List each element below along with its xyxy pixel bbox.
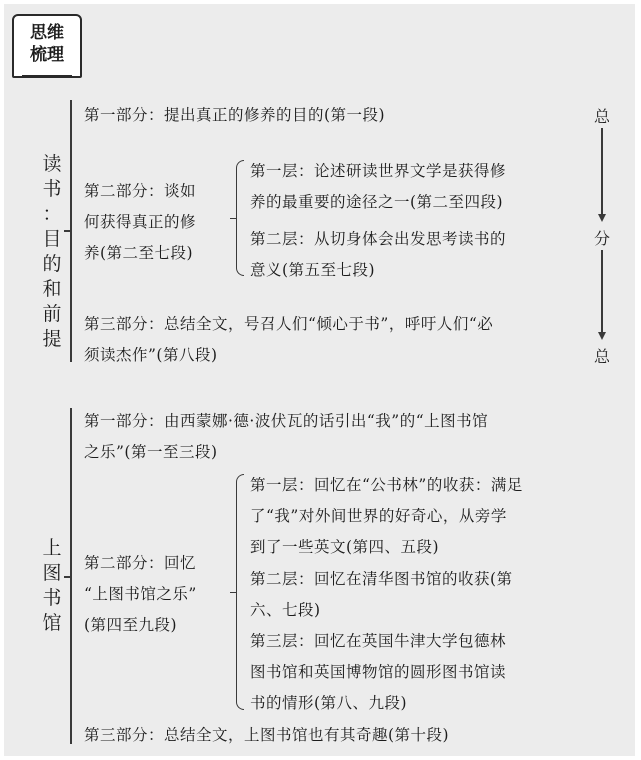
mind-map-panel [4, 4, 635, 756]
section1-bracket-tick [64, 230, 71, 232]
title-char: 提 [42, 328, 62, 350]
side-label-split: 分 [593, 229, 610, 248]
side-arrow-2-head-icon [598, 332, 606, 340]
title-char: 书 [42, 587, 62, 609]
title-char: 馆 [42, 612, 62, 634]
side-label-total-top: 总 [593, 107, 610, 126]
title-char: 前 [42, 303, 62, 325]
side-arrow-1-shaft [601, 128, 603, 216]
s1-part2-brace [236, 160, 244, 276]
badge-line-1: 思维 [30, 23, 64, 43]
s1-part2-layer2: 第二层：从切身体会出发思考读书的 意义(第五至七段) [250, 230, 507, 279]
side-label-total-bottom: 总 [593, 347, 610, 366]
title-char: ： [42, 203, 62, 225]
section2-title [40, 536, 64, 636]
s2-part2-layer2: 第二层：回忆在清华图书馆的收获(第 六、七段) [250, 570, 513, 619]
section-badge [12, 14, 82, 78]
side-arrow-1-head-icon [598, 214, 606, 222]
title-char: 书 [42, 178, 62, 200]
s2-part1: 第一部分：由西蒙娜·德·波伏瓦的话引出“我”的“上图书馆 之乐”(第一至三段) [84, 412, 489, 461]
title-char: 目 [42, 228, 62, 250]
title-char: 读 [42, 153, 62, 175]
s1-part3: 第三部分：总结全文，号召人们“倾心于书”，呼吁人们“必 须读杰作”(第八段) [84, 315, 494, 364]
title-char: 上 [42, 537, 62, 559]
s2-part2-label: 第二部分：回忆 “上图书馆之乐” (第四至九段) [84, 554, 197, 634]
title-char: 图 [42, 562, 62, 584]
s2-part2-brace [236, 474, 244, 710]
s1-part2-label: 第二部分：谈如 何获得真正的修 养(第二至七段) [84, 182, 197, 262]
s1-part1: 第一部分：提出真正的修养的目的(第一段) [84, 106, 386, 124]
title-char: 的 [42, 253, 62, 275]
s2-part3: 第三部分：总结全文，上图书馆也有其奇趣(第十段) [84, 726, 450, 744]
section2-bracket-tick [64, 576, 71, 578]
badge-line-2: 梳理 [30, 45, 64, 65]
side-arrow-2-shaft [601, 250, 603, 334]
s2-part2-layer3: 第三层：回忆在英国牛津大学包德林 图书馆和英国博物馆的圆形图书馆读 书的情形(第八、九段) [250, 632, 507, 712]
title-char: 和 [42, 278, 62, 300]
section1-title [40, 152, 64, 352]
s1-part2-layer1: 第一层：论述研读世界文学是获得修 养的最重要的途径之一(第二至四段) [250, 162, 507, 211]
s2-part2-layer1: 第一层：回忆在“公书林”的收获：满足 了“我”对外间世界的好奇心，从旁学 到了一些英文(第四、五段) [250, 476, 523, 556]
